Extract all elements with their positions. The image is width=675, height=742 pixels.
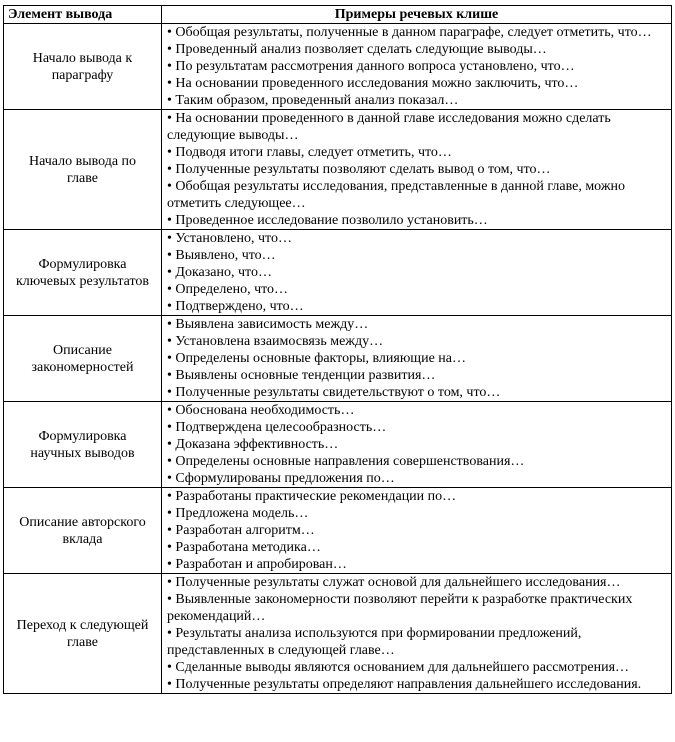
- phrase-item: • Установлено, что…: [167, 230, 667, 247]
- phrase-item: • Выявлены основные тенденции развития…: [167, 367, 667, 384]
- phrase-item: • Обобщая результаты, полученные в данном параграфе, следует отметить, что…: [167, 24, 667, 41]
- phrase-item: • Результаты анализа используются при формировании предложений, представленных в следующей главе…: [167, 625, 667, 659]
- table-row: [4, 316, 672, 402]
- phrase-item: • Полученные результаты позволяют сделать вывод о том, что…: [167, 161, 667, 178]
- phrase-list: [167, 574, 667, 693]
- phrase-examples-cell: [162, 488, 672, 574]
- phrase-list: [167, 230, 667, 315]
- phrase-item: • Таким образом, проведенный анализ показал…: [167, 92, 667, 109]
- table-row: [4, 402, 672, 488]
- phrase-examples-cell: [162, 24, 672, 110]
- phrase-list: [167, 24, 667, 109]
- phrase-item: • Обоснована необходимость…: [167, 402, 667, 419]
- phrase-item: • Проведенное исследование позволило установить…: [167, 212, 667, 229]
- column-header-phrases: Примеры речевых клише: [162, 6, 672, 24]
- table-row: [4, 110, 672, 230]
- phrase-item: • Обобщая результаты исследования, представленные в данной главе, можно отметить следующее…: [167, 178, 667, 212]
- phrase-item: • По результатам рассмотрения данного вопроса установлено, что…: [167, 58, 667, 75]
- phrase-examples-cell: [162, 110, 672, 230]
- phrase-item: • На основании проведенного в данной главе исследования можно сделать следующие выводы…: [167, 110, 667, 144]
- phrase-item: • Подводя итоги главы, следует отметить, что…: [167, 144, 667, 161]
- phrase-item: • Сформулированы предложения по…: [167, 470, 667, 487]
- phrase-list: [167, 488, 667, 573]
- phrase-item: • Доказана эффективность…: [167, 436, 667, 453]
- phrase-item: • Подтверждена целесообразность…: [167, 419, 667, 436]
- conclusion-element-cell: Формулировка научных выводов: [4, 402, 162, 488]
- phrase-item: • Выявлена зависимость между…: [167, 316, 667, 333]
- phrase-examples-cell: [162, 574, 672, 694]
- conclusion-element-cell: Начало вывода по главе: [4, 110, 162, 230]
- phrase-item: • Разработана методика…: [167, 539, 667, 556]
- table-row: [4, 488, 672, 574]
- phrase-list: [167, 110, 667, 229]
- phrase-item: • Подтверждено, что…: [167, 298, 667, 315]
- phrase-examples-cell: [162, 316, 672, 402]
- conclusion-element-cell: Описание авторского вклада: [4, 488, 162, 574]
- phrase-item: • Определены основные факторы, влияющие на…: [167, 350, 667, 367]
- phrase-item: • Выявлено, что…: [167, 247, 667, 264]
- phrase-item: • Разработан и апробирован…: [167, 556, 667, 573]
- phrase-item: • Доказано, что…: [167, 264, 667, 281]
- phrase-item: • Разработан алгоритм…: [167, 522, 667, 539]
- table-row: [4, 230, 672, 316]
- conclusion-element-cell: Начало вывода к параграфу: [4, 24, 162, 110]
- phrase-item: • Выявленные закономерности позволяют перейти к разработке практических рекомендаций…: [167, 591, 667, 625]
- column-header-element: Элемент вывода: [4, 6, 162, 24]
- phrase-item: • Определено, что…: [167, 281, 667, 298]
- table-row: [4, 574, 672, 694]
- phrase-item: • Установлена взаимосвязь между…: [167, 333, 667, 350]
- phrase-item: • Определены основные направления совершенствования…: [167, 453, 667, 470]
- phrase-item: • Проведенный анализ позволяет сделать следующие выводы…: [167, 41, 667, 58]
- phrase-item: • Полученные результаты служат основой для дальнейшего исследования…: [167, 574, 667, 591]
- phrase-examples-cell: [162, 230, 672, 316]
- conclusion-element-cell: Формулировка ключевых результатов: [4, 230, 162, 316]
- phrase-item: • Сделанные выводы являются основанием для дальнейшего рассмотрения…: [167, 659, 667, 676]
- conclusion-element-cell: Переход к следующей главе: [4, 574, 162, 694]
- conclusion-element-cell: Описание закономерностей: [4, 316, 162, 402]
- phrase-item: • На основании проведенного исследования можно заключить, что…: [167, 75, 667, 92]
- phrase-item: • Предложена модель…: [167, 505, 667, 522]
- table-row: [4, 24, 672, 110]
- cliche-table: [3, 5, 672, 694]
- phrase-list: [167, 402, 667, 487]
- phrase-list: [167, 316, 667, 401]
- phrase-examples-cell: [162, 402, 672, 488]
- phrase-item: • Полученные результаты определяют направления дальнейшего исследования.: [167, 676, 667, 693]
- phrase-item: • Полученные результаты свидетельствуют о том, что…: [167, 384, 667, 401]
- table-header-row: [4, 6, 672, 24]
- phrase-item: • Разработаны практические рекомендации по…: [167, 488, 667, 505]
